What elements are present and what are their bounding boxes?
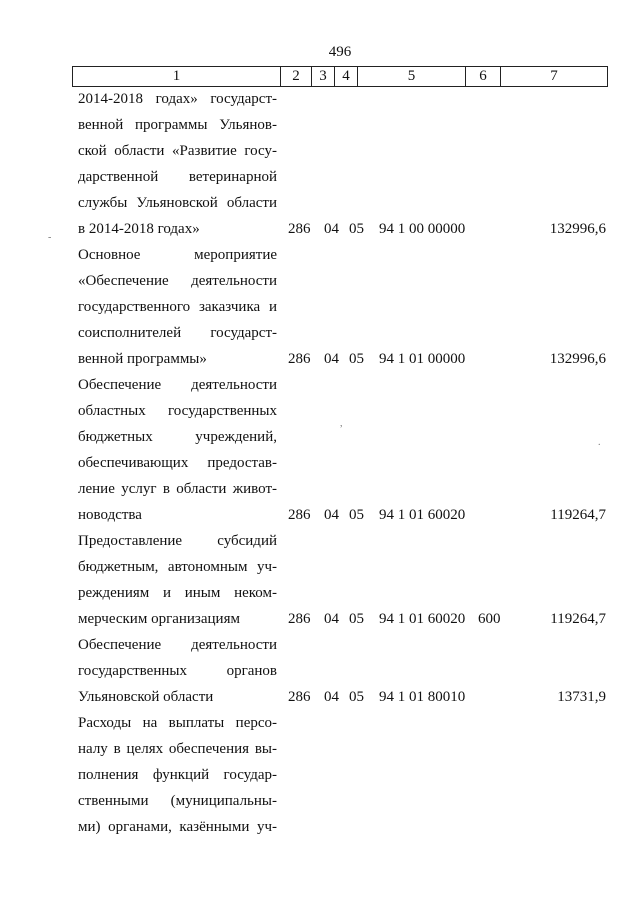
description-line: в 2014-2018 годах» <box>78 221 200 237</box>
column-header-1: 1 <box>73 67 281 87</box>
description-line: новодства <box>78 507 142 523</box>
admin-code: 286 <box>288 507 311 523</box>
budget-rows <box>0 86 640 840</box>
section-code: 04 <box>324 351 339 367</box>
description-line: обеспечивающих предостав- <box>78 455 277 471</box>
description-line: ление услуг в области живот- <box>78 481 277 497</box>
table-row <box>0 710 640 840</box>
table-row <box>0 86 640 242</box>
target-article-code: 94 1 00 00000 <box>379 221 466 237</box>
column-header-6: 6 <box>466 67 501 87</box>
subsection-code: 05 <box>349 689 364 705</box>
row-codes <box>0 346 640 372</box>
column-header-4: 4 <box>335 67 358 87</box>
description-line: службы Ульяновской области <box>78 195 277 211</box>
description-line: «Обеспечение деятельности <box>78 273 277 289</box>
description-line: государственных органов <box>78 663 277 679</box>
table-row <box>0 632 640 710</box>
column-header-row <box>73 67 608 87</box>
table-row <box>0 528 640 632</box>
target-article-code: 94 1 01 80010 <box>379 689 466 705</box>
admin-code: 286 <box>288 689 311 705</box>
amount-value: 13731,9 <box>557 689 606 705</box>
description-line: реждениям и иным неком- <box>78 585 277 601</box>
description-line: Обеспечение деятельности <box>78 377 277 393</box>
table-row <box>0 372 640 528</box>
subsection-code: 05 <box>349 221 364 237</box>
amount-value: 119264,7 <box>550 507 606 523</box>
description-line: венной программы» <box>78 351 207 367</box>
description-line: дарственной ветеринарной <box>78 169 277 185</box>
row-codes <box>0 606 640 632</box>
description-line: Расходы на выплаты персо- <box>78 715 277 731</box>
row-codes <box>0 216 640 242</box>
row-codes <box>0 502 640 528</box>
section-code: 04 <box>324 689 339 705</box>
description-line: ственными (муниципальны- <box>78 793 277 809</box>
section-code: 04 <box>324 221 339 237</box>
target-article-code: 94 1 01 60020 <box>379 611 466 627</box>
amount-value: 132996,6 <box>549 351 606 367</box>
row-codes <box>0 814 640 840</box>
description-line: венной программы Ульянов- <box>78 117 277 133</box>
admin-code: 286 <box>288 221 311 237</box>
description-line: Основное мероприятие <box>78 247 277 263</box>
row-codes <box>0 684 640 710</box>
scan-speck: , <box>340 418 343 429</box>
expense-type-code: 600 <box>478 611 501 627</box>
admin-code: 286 <box>288 351 311 367</box>
description-line: соисполнителей государст- <box>78 325 277 341</box>
section-code: 04 <box>324 507 339 523</box>
description-line: бюджетным, автономным уч- <box>78 559 277 575</box>
page-number: 496 <box>328 44 352 60</box>
description-line: областных государственных <box>78 403 277 419</box>
description-line: 2014-2018 годах» государст- <box>78 91 277 107</box>
description-line: государственного заказчика и <box>78 299 277 315</box>
table-row <box>0 242 640 372</box>
scan-speck: - <box>48 232 52 243</box>
description-line: бюджетных учреждений, <box>78 429 277 445</box>
subsection-code: 05 <box>349 351 364 367</box>
description-line: ской области «Развитие госу- <box>78 143 277 159</box>
column-header-3: 3 <box>312 67 335 87</box>
description-line: полнения функций государ- <box>78 767 277 783</box>
subsection-code: 05 <box>349 507 364 523</box>
amount-value: 132996,6 <box>549 221 606 237</box>
column-header-5: 5 <box>358 67 466 87</box>
target-article-code: 94 1 01 00000 <box>379 351 466 367</box>
scan-speck: . <box>598 437 601 448</box>
column-header-2: 2 <box>281 67 312 87</box>
description-line: ми) органами, казёнными уч- <box>78 819 277 835</box>
description-line: Ульяновской области <box>78 689 214 705</box>
description-line: Обеспечение деятельности <box>78 637 277 653</box>
amount-value: 119264,7 <box>550 611 606 627</box>
column-header-table <box>72 66 608 87</box>
target-article-code: 94 1 01 60020 <box>379 507 466 523</box>
admin-code: 286 <box>288 611 311 627</box>
column-header-7: 7 <box>501 67 608 87</box>
description-line: Предоставление субсидий <box>78 533 277 549</box>
description-line: налу в целях обеспечения вы- <box>78 741 277 757</box>
subsection-code: 05 <box>349 611 364 627</box>
description-line: мерческим организациям <box>78 611 240 627</box>
section-code: 04 <box>324 611 339 627</box>
